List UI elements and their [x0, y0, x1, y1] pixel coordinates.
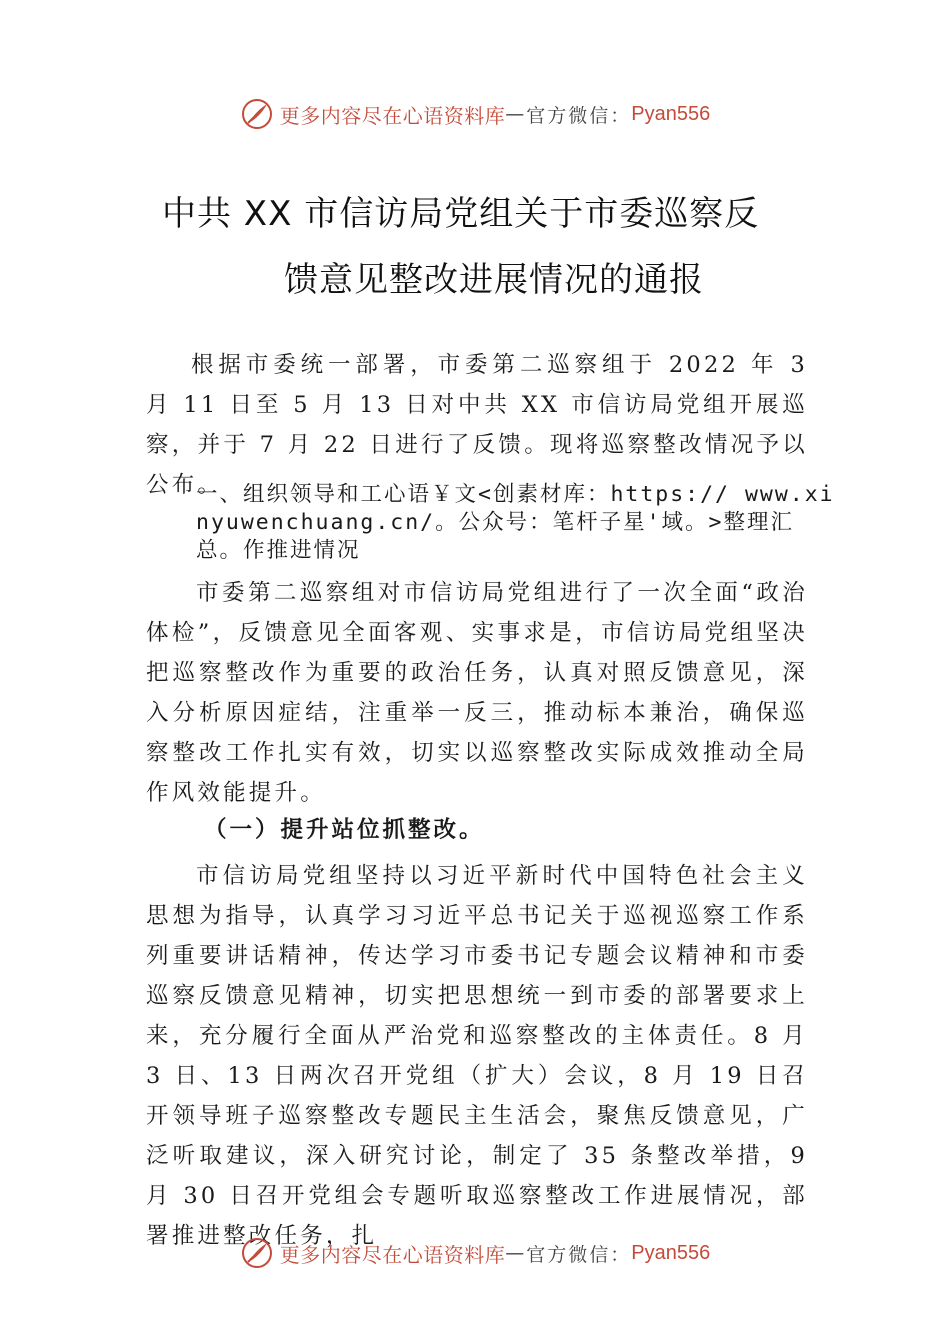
section-1-heading: 一、组织领导和工心语￥文<创素材库：https:// www.xinyuwenchuang.cn/。公众号：笔杆子星'域。>整理汇总。作推进情况 [196, 482, 835, 563]
document-title-line-2: 馈意见整改进展情况的通报 [284, 260, 704, 300]
banner-separator: — [505, 103, 527, 125]
banner-brand-text: 更多内容尽在心语资料库 [279, 103, 506, 128]
banner-official-label: 官方微信： [526, 1243, 632, 1266]
header-banner [0, 94, 950, 134]
quill-logo-icon [240, 97, 274, 131]
section-1-paragraph: 市委第二巡察组对市信访局党组进行了一次全面“政治体检”，反馈意见全面客观、实事求是，市信访局党组坚决把巡察整改作为重要的政治任务，认真对照反馈意见，深入分析原因症结，注重举一反三，推动标本兼治，确保巡察整改工作扎实有效，切实以巡察整改实际成效推动全局作风效能提升。 [146, 580, 808, 806]
banner-wechat-id: Pyan556 [631, 102, 711, 125]
intro-paragraph: 根据市委统一部署，市委第二巡察组于 2022 年 3 月 11 日至 5 月 13 日对中共 XX 市信访局党组开展巡察，并于 7 月 22 日进行了反馈。现将巡察整改情况予以公布。 [146, 352, 808, 498]
document-title-line-1: 中共 XX 市信访局党组关于市委巡察反 [162, 194, 760, 234]
subsection-1-paragraph: 市信访局党组坚持以习近平新时代中国特色社会主义思想为指导，认真学习习近平总书记关于巡视巡察工作系列重要讲话精神，传达学习市委书记专题会议精神和市委巡察反馈意见精神，切实把思想统一到市委的部署要求上来，充分履行全面从严治党和巡察整改的主体责任。8 月 3 日、13 日两次召开党组（扩大）会议，8 月 19 日召开领导班子巡察整改专题民主生活会，聚焦反馈意见，广泛听取建议，深入研究讨论，制定了 35 条整改举措，9 月 30 日召开党组会专题听取巡察整改工作进展情况，部署推进整改任务，扎 [146, 863, 808, 1249]
banner-brand-text: 更多内容尽在心语资料库 [279, 1242, 506, 1267]
quill-logo-icon [240, 1236, 274, 1270]
banner-wechat-id: Pyan556 [631, 1241, 711, 1264]
footer-banner [0, 1233, 950, 1273]
subsection-1-heading: （一）提升站位抓整改。 [204, 817, 485, 843]
banner-official-label: 官方微信： [526, 104, 632, 127]
banner-separator: — [505, 1242, 527, 1264]
